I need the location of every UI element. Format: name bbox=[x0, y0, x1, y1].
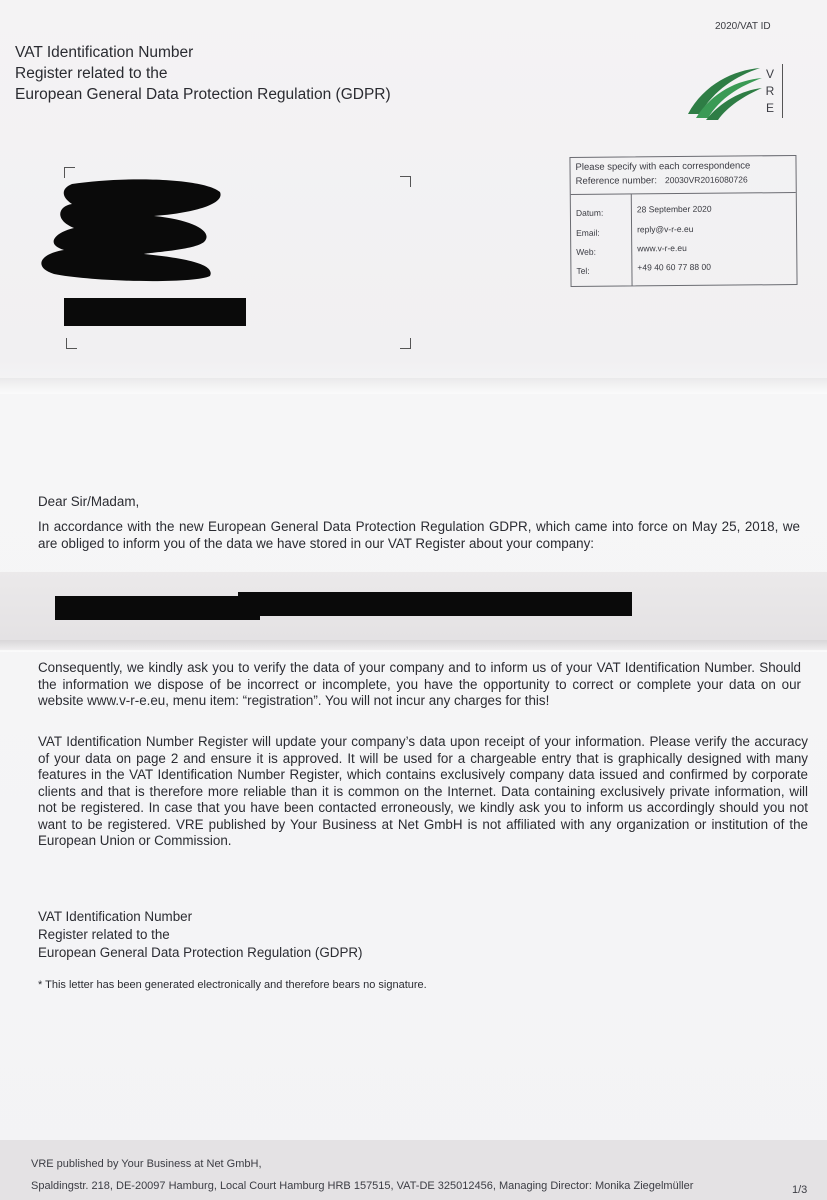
date-label: Datum: bbox=[575, 207, 604, 218]
logo-divider bbox=[782, 64, 783, 118]
logo-letter: V bbox=[765, 67, 774, 81]
redacted-company-name bbox=[238, 592, 632, 616]
vre-logo bbox=[686, 62, 796, 124]
logo-letters bbox=[764, 66, 776, 117]
logo-letter: E bbox=[765, 101, 774, 115]
tel-label: Tel: bbox=[576, 265, 590, 276]
footer-address: Spaldingstr. 218, DE-20097 Hamburg, Local Court Hamburg HRB 157515, VAT-DE 325012456, Managing Director: Monika Ziegelmüller bbox=[31, 1180, 694, 1192]
redacted-address-line bbox=[64, 298, 246, 326]
address-corner-mark bbox=[400, 176, 411, 187]
letter-title bbox=[15, 42, 391, 105]
footer-publisher: VRE published by Your Business at Net GmbH, bbox=[31, 1158, 262, 1170]
reference-box bbox=[569, 155, 797, 287]
paragraph-intro: In accordance with the new European General Data Protection Regulation GDPR, which came into force on May 25, 2018, we are obliged to inform you of the data we have stored in our VAT Register about your company: bbox=[38, 519, 800, 551]
signature-line: Register related to the bbox=[38, 927, 170, 942]
reference-divider bbox=[631, 193, 633, 285]
web-label: Web: bbox=[576, 246, 596, 257]
signature-line: European General Data Protection Regulation (GDPR) bbox=[38, 945, 363, 960]
reference-number-line bbox=[576, 174, 748, 187]
reference-header bbox=[570, 156, 795, 195]
address-corner-mark bbox=[66, 338, 77, 349]
electronic-note: * This letter has been generated electronically and therefore bears no signature. bbox=[38, 979, 427, 991]
signature-line: VAT Identification Number bbox=[38, 909, 193, 924]
page-number: 1/3 bbox=[792, 1184, 808, 1196]
reference-value: 20030VR2016080726 bbox=[664, 174, 748, 186]
logo-letter: R bbox=[765, 84, 775, 98]
signature-block bbox=[38, 908, 808, 962]
paper-fold bbox=[0, 378, 827, 394]
reference-label: Reference number: bbox=[575, 175, 658, 187]
paragraph-update: VAT Identification Number Register will update your company’s data upon receipt of your information. Please verify the accuracy of your data on page 2 and ensure it is approved. It will be used for a chargeable entry that is graphically designed with many features in the VAT Identification Number Register, which contains exclusively company data issued and confirmed by corporate clients and that is therefore more reliable than it is common on the Internet. Data containing exclusively private information, will not be registered. In case that you have been contacted erroneously, we kindly ask you to inform us accordingly should you not want to be registered. VRE published by Your Business at Net GmbH is not affiliated with any organization or institution of the European Union or Commission. bbox=[38, 734, 808, 848]
paper-fold bbox=[0, 640, 827, 652]
title-line: European General Data Protection Regulation (GDPR) bbox=[15, 86, 391, 103]
redacted-company-name bbox=[55, 596, 260, 620]
salutation: Dear Sir/Madam, bbox=[38, 494, 140, 509]
address-corner-mark bbox=[400, 338, 411, 349]
email-value: reply@v-r-e.eu bbox=[637, 223, 694, 235]
email-label: Email: bbox=[576, 227, 600, 238]
paragraph-verify: Consequently, we kindly ask you to verify the data of your company and to inform us of your VAT Identification Number. Should the information we dispose of be incorrect or incomplete, you have the opportunity to correct or complete your data on our website www.v-r-e.eu, menu item: “registration”. You will not incur any charges for this! bbox=[38, 660, 801, 708]
vre-swoosh-logo-icon bbox=[686, 62, 764, 122]
redacted-address bbox=[34, 176, 226, 284]
web-value: www.v-r-e.eu bbox=[637, 242, 687, 254]
tel-value: +49 40 60 77 88 00 bbox=[637, 261, 711, 273]
document-id: 2020/VAT ID bbox=[715, 21, 771, 32]
title-line: VAT Identification Number bbox=[15, 44, 194, 61]
title-line: Register related to the bbox=[15, 65, 168, 82]
reference-intro: Please specify with each correspondence bbox=[575, 160, 751, 173]
date-value: 28 September 2020 bbox=[636, 203, 712, 215]
